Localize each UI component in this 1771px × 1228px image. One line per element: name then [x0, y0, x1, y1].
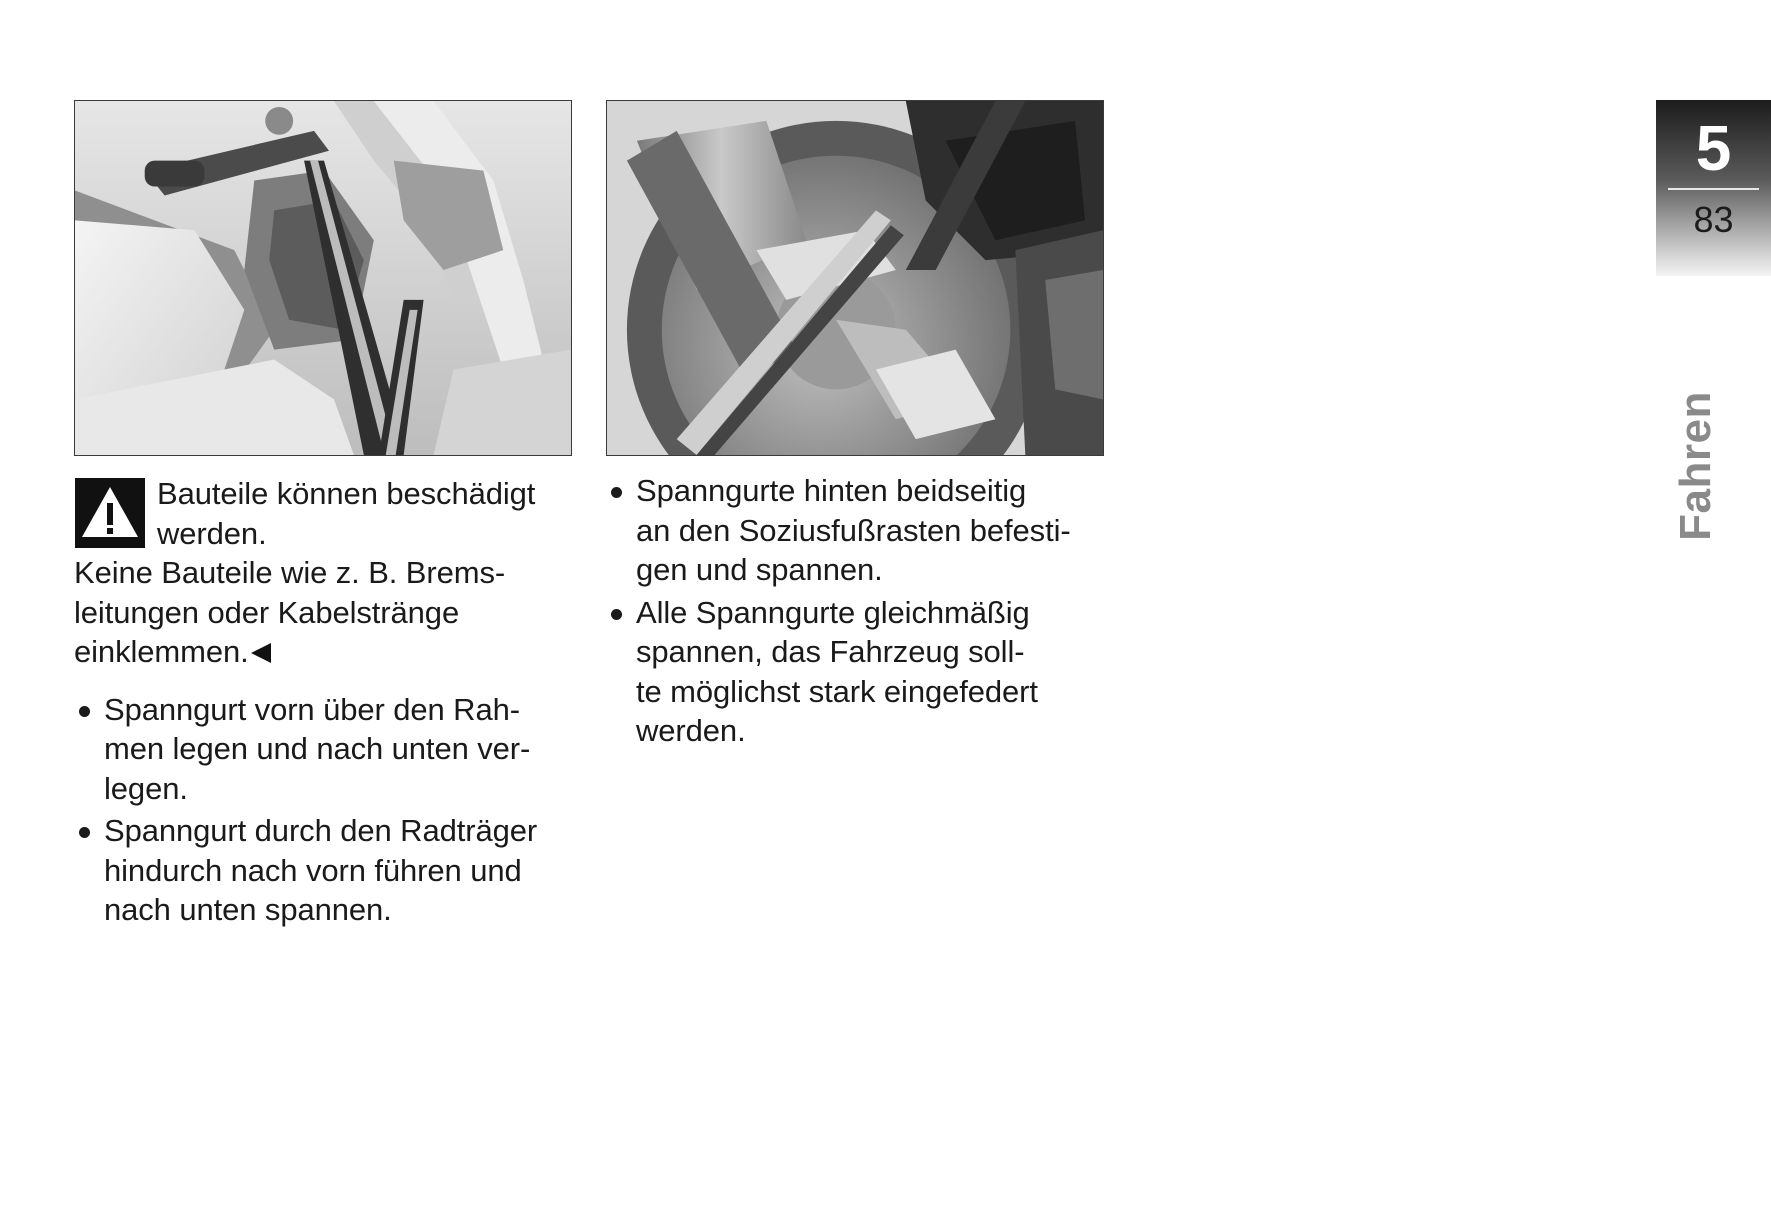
section-title: Fahren — [1671, 391, 1720, 541]
photo-front-strap — [74, 100, 572, 456]
chapter-tab — [1656, 100, 1771, 276]
chapter-divider — [1668, 188, 1759, 190]
list-item-line: an den Soziusfußrasten befesti- — [636, 512, 1071, 548]
list-item-line: Spanngurt durch den Radträger — [104, 813, 538, 848]
list-item — [74, 690, 584, 809]
note-line: Keine Bauteile wie z. B. Brems- — [74, 555, 506, 590]
warning-note — [74, 553, 584, 672]
list-item-line: nach unten spannen. — [104, 892, 392, 927]
list-item-line: hindurch nach vorn führen und — [104, 852, 522, 888]
chapter-number: 5 — [1695, 112, 1732, 184]
warning-triangle-icon — [75, 478, 145, 548]
warning-line: werden. — [157, 515, 267, 551]
list-item-line: werden. — [636, 713, 746, 748]
left-text-column — [74, 474, 584, 930]
photo-rear-strap — [606, 100, 1104, 456]
list-item-line: men legen und nach unten ver- — [104, 731, 531, 766]
list-item-line: te möglichst stark eingefedert — [636, 673, 1038, 709]
warning-line: Bauteile können beschädigt — [157, 476, 536, 511]
list-item-line: Alle Spanngurte gleichmäßig — [636, 594, 1030, 630]
list-item — [74, 811, 584, 930]
list-item-line: Spanngurt vorn über den Rah- — [104, 691, 520, 727]
page-number: 83 — [1693, 199, 1734, 240]
note-line: leitungen oder Kabelstränge — [74, 594, 460, 630]
note-line — [74, 632, 584, 672]
warning-block — [74, 474, 584, 553]
right-text-column — [606, 471, 1126, 751]
note-text: einklemmen. — [74, 634, 249, 669]
list-item — [606, 593, 1126, 751]
end-of-warning-marker-icon — [251, 643, 271, 663]
list-item-line: Spanngurte hinten beidseitig — [636, 473, 1027, 508]
list-item-line: gen und spannen. — [636, 552, 883, 587]
list-item-line: spannen, das Fahrzeug soll- — [636, 634, 1025, 669]
list-item-line: legen. — [104, 770, 188, 806]
list-item — [606, 471, 1126, 590]
